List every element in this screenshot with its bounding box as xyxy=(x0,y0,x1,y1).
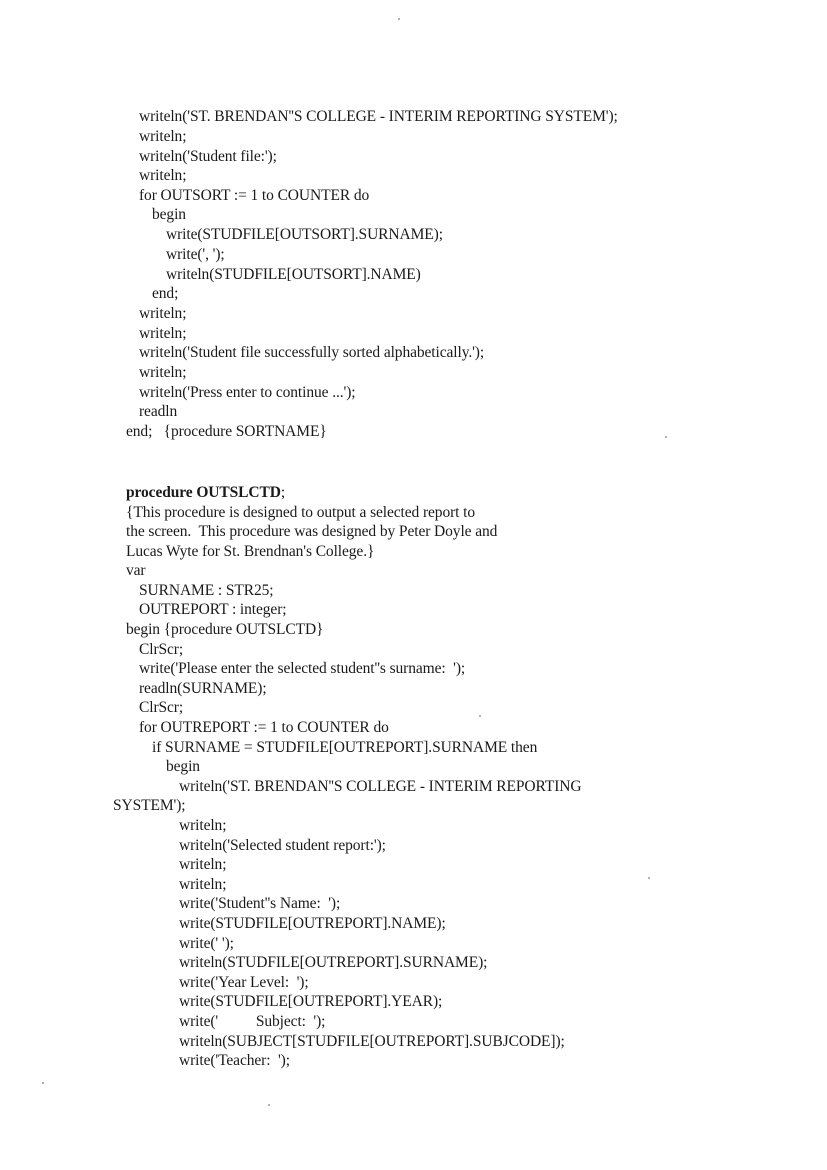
code-line: write('Please enter the selected student''s surname: '); xyxy=(139,660,466,677)
comment-line: the screen. This procedure was designed by Peter Doyle and xyxy=(126,523,498,540)
code-line: if SURNAME = STUDFILE[OUTREPORT].SURNAME then xyxy=(152,739,538,756)
code-line: write(STUDFILE[OUTREPORT].NAME); xyxy=(179,915,446,932)
code-line: writeln; xyxy=(139,364,187,381)
scan-speck xyxy=(42,1082,44,1084)
code-line: writeln(STUDFILE[OUTSORT].NAME) xyxy=(166,266,421,283)
code-line: OUTREPORT : integer; xyxy=(139,601,287,618)
code-line: writeln('ST. BRENDAN''S COLLEGE - INTERIM REPORTING xyxy=(179,778,582,795)
code-line: end; xyxy=(152,285,179,302)
code-line: begin xyxy=(152,206,186,223)
code-line: write('Teacher: '); xyxy=(179,1052,290,1069)
code-line: write(' '); xyxy=(179,935,234,952)
code-line: write(', '); xyxy=(166,246,225,263)
code-line: ClrScr; xyxy=(139,641,184,658)
code-line: SYSTEM'); xyxy=(113,797,186,814)
comment-line: Lucas Wyte for St. Brendnan's College.} xyxy=(126,543,375,560)
scan-speck xyxy=(398,18,400,20)
code-line: var xyxy=(126,562,146,579)
code-line: writeln('Student file successfully sorted alphabetically.'); xyxy=(139,344,485,361)
code-line: ClrScr; xyxy=(139,699,184,716)
code-line: writeln; xyxy=(179,856,227,873)
code-line: writeln('Selected student report:'); xyxy=(179,837,386,854)
code-line: write(STUDFILE[OUTREPORT].YEAR); xyxy=(179,993,443,1010)
code-line: begin {procedure OUTSLCTD} xyxy=(126,621,324,638)
code-line: for OUTREPORT := 1 to COUNTER do xyxy=(139,719,389,736)
code-line: writeln; xyxy=(139,167,187,184)
code-line: end; {procedure SORTNAME} xyxy=(126,423,327,440)
code-line: begin xyxy=(166,758,200,775)
procedure-name: procedure OUTSLCTD xyxy=(126,484,281,501)
code-line: writeln(SUBJECT[STUDFILE[OUTREPORT].SUBJCODE]); xyxy=(179,1033,565,1050)
code-line: write(' Subject: '); xyxy=(179,1013,326,1030)
code-line: for OUTSORT := 1 to COUNTER do xyxy=(139,187,370,204)
scan-speck xyxy=(648,877,650,879)
scan-speck xyxy=(665,436,667,438)
code-line: writeln(STUDFILE[OUTREPORT].SURNAME); xyxy=(179,954,488,971)
code-line: writeln('Student file:'); xyxy=(139,148,277,165)
code-line: writeln; xyxy=(179,876,227,893)
code-line: writeln; xyxy=(139,325,187,342)
code-line: writeln; xyxy=(179,817,227,834)
code-line: write('Student''s Name: '); xyxy=(179,895,341,912)
code-line: writeln; xyxy=(139,305,187,322)
scan-speck xyxy=(268,1104,270,1106)
comment-line: {This procedure is designed to output a selected report to xyxy=(126,504,475,521)
code-line: writeln('ST. BRENDAN''S COLLEGE - INTERIM REPORTING SYSTEM'); xyxy=(139,108,618,125)
code-line: write('Year Level: '); xyxy=(179,974,309,991)
code-line: writeln; xyxy=(139,128,187,145)
code-line: SURNAME : STR25; xyxy=(139,582,274,599)
code-line: write(STUDFILE[OUTSORT].SURNAME); xyxy=(166,226,443,243)
procedure-heading xyxy=(126,483,285,503)
code-line: readln(SURNAME); xyxy=(139,680,267,697)
code-line: writeln('Press enter to continue ...'); xyxy=(139,384,356,401)
procedure-semicolon: ; xyxy=(280,484,286,501)
scan-speck xyxy=(479,715,481,717)
code-line: readln xyxy=(139,403,178,420)
